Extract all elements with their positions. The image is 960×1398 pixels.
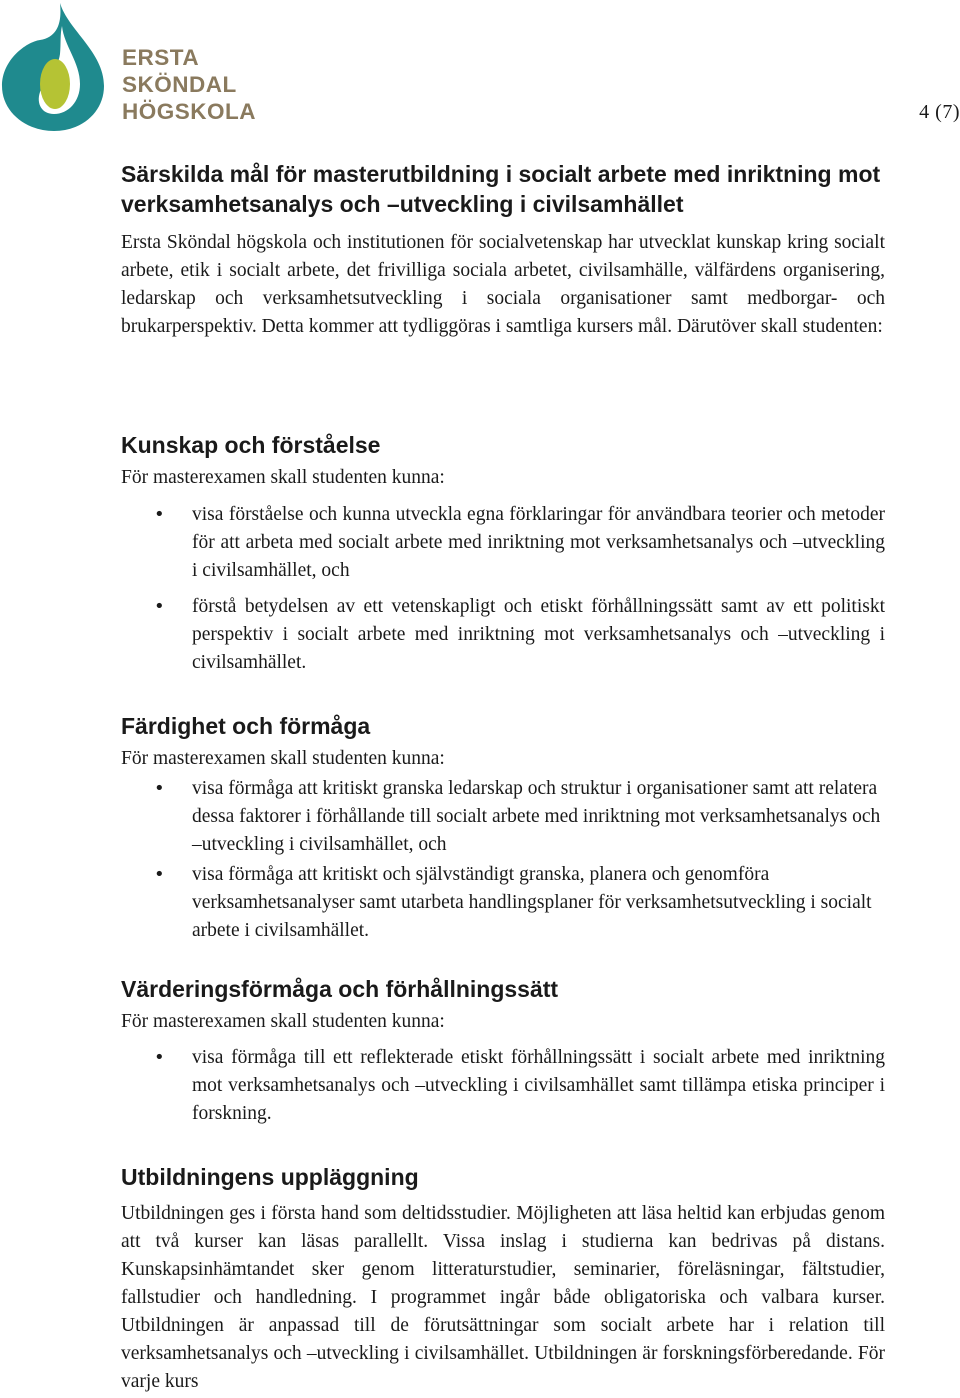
- bullet-icon: •: [154, 864, 165, 885]
- intro-heading: Särskilda mål för masterutbildning i socialt arbete med inriktning mot verksamhetsanalys och –utveckling i civilsamhället: [121, 161, 881, 217]
- logo-line-3: HÖGSKOLA: [122, 99, 257, 124]
- skills-heading: Färdighet och förmåga: [121, 713, 371, 739]
- list-item-text: visa förmåga att kritiskt och självständigt granska, planera och genomföra verksamhetsanalyser samt utarbeta handlingsplaner för verksamhetsutveckling i socialt arbete i civilsamhället.: [192, 864, 872, 941]
- skills-list: [121, 775, 885, 945]
- list-item-text: visa förmåga att kritiskt granska ledarskap och struktur i organisationer samt att relatera dessa faktorer i förhållande till socialt arbete med inriktning mot verksamhetsanalys och –utveckling i civilsamhället, och: [192, 778, 881, 855]
- drop-logo-icon: [0, 0, 110, 135]
- knowledge-lead: För masterexamen skall studenten kunna:: [121, 467, 445, 488]
- bullet-icon: •: [154, 1047, 165, 1068]
- bullet-icon: •: [154, 778, 165, 799]
- page-number: 4 (7): [919, 101, 960, 123]
- list-item: [121, 775, 885, 859]
- logo-line-2: SKÖNDAL: [122, 72, 237, 97]
- logo-line-1: ERSTA: [122, 45, 200, 70]
- list-item: [121, 1044, 885, 1128]
- values-heading: Värderingsförmåga och förhållningssätt: [121, 976, 559, 1002]
- list-item: [121, 501, 885, 585]
- skills-lead: För masterexamen skall studenten kunna:: [121, 748, 445, 769]
- intro-paragraph: Ersta Sköndal högskola och institutionen för socialvetenskap har utvecklat kunskap kring socialt arbete, etik i socialt arbete, det frivilliga sociala arbetet, civilsamhälle, välfärdens organisering, ledarskap och verksamhetsutveckling i sociala organisationer samt medborgar- och brukarperspektiv. Detta kommer att tydliggöras i samtliga kursers mål. Därutöver skall studenten:: [121, 232, 885, 337]
- list-item-text: förstå betydelsen av ett vetenskapligt och etiskt förhållningssätt samt av ett politiskt perspektiv i socialt arbete med inriktning mot verksamhetsanalys och –utveckling i civilsamhället.: [192, 596, 885, 673]
- structure-paragraph: Utbildningen ges i första hand som deltidsstudier. Möjligheten att läsa heltid kan erbjudas genom att två kurser kan läsas parallellt. Vissa inslag i studierna kan bedrivas på distans. Kunskapsinhämtandet sker genom litteraturstudier, seminarier, föreläsningar, fältstudier, fallstudier och handledning. I programmet ingår både obligatoriska och valbara kurser. Utbildningen är anpassad till de förutsättningar som socialt arbete har i relation till verksamhetsanalys och –utveckling i civilsamhället. Utbildningen är forskningsförberedande. För varje kurs: [121, 1203, 885, 1392]
- bullet-icon: •: [154, 504, 165, 525]
- values-list: [121, 1044, 885, 1128]
- values-lead: För masterexamen skall studenten kunna:: [121, 1011, 445, 1032]
- structure-heading: Utbildningens uppläggning: [121, 1164, 419, 1190]
- list-item: [121, 861, 885, 945]
- list-item: [121, 593, 885, 677]
- list-item-text: visa förmåga till ett reflekterade etiskt förhållningssätt i socialt arbete med inriktning mot verksamhetsanalys och –utveckling i civilsamhället samt tillämpa etiska principer i forskning.: [192, 1047, 885, 1124]
- bullet-icon: •: [154, 596, 165, 617]
- knowledge-list: [121, 501, 885, 677]
- logo-wordmark: [122, 44, 256, 125]
- list-item-text: visa förståelse och kunna utveckla egna förklaringar för användbara teorier och metoder för att arbeta med socialt arbete med inriktning mot verksamhetsanalys och –utveckling i civilsamhället, och: [192, 504, 885, 581]
- knowledge-heading: Kunskap och förståelse: [121, 432, 381, 458]
- university-logo: [0, 0, 260, 135]
